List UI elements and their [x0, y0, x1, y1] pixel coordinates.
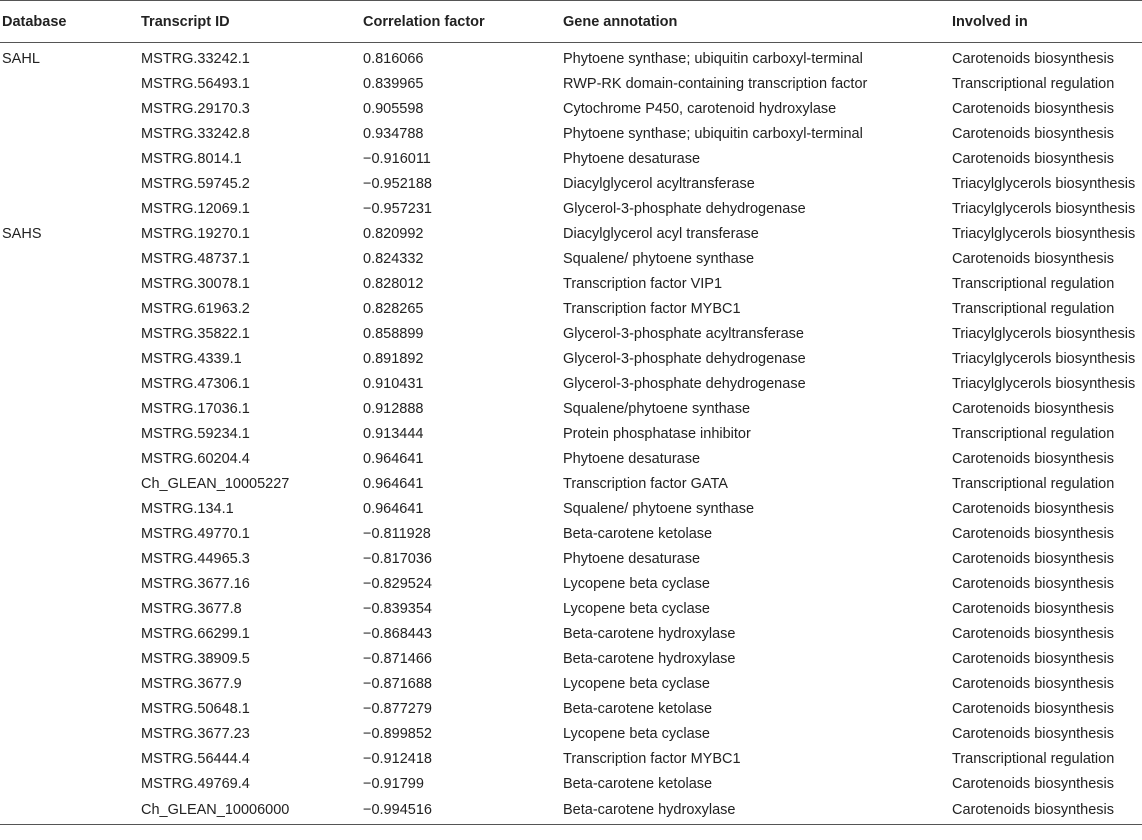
cell-transcript-id: MSTRG.30078.1 [141, 275, 250, 292]
header-gene-annotation: Gene annotation [563, 1, 952, 43]
cell-transcript-id: MSTRG.44965.3 [141, 550, 250, 567]
table-row [0, 96, 1142, 121]
table-row [0, 371, 1142, 396]
cell-database [0, 171, 141, 196]
header-row [0, 1, 1142, 43]
table-row [0, 346, 1142, 371]
cell-gene-annotation: Lycopene beta cyclase [563, 575, 710, 592]
table-header [0, 1, 1142, 43]
cell-gene-annotation: Phytoene desaturase [563, 550, 701, 567]
cell-correlation-factor: 0.934788 [363, 125, 424, 142]
cell-involved-in: Carotenoids biosynthesis [952, 525, 1115, 542]
cell-involved-in: Carotenoids biosynthesis [952, 650, 1115, 667]
cell-transcript-id: MSTRG.59745.2 [141, 175, 250, 192]
cell-involved-in: Triacylglycerols biosynthesis [952, 375, 1136, 392]
cell-gene-annotation: Transcription factor MYBC1 [563, 300, 741, 317]
cell-database [0, 396, 141, 421]
cell-transcript-id: Ch_GLEAN_10006000 [141, 796, 363, 825]
cell-involved-in: Carotenoids biosynthesis [952, 100, 1115, 117]
cell-database [0, 96, 141, 121]
cell-correlation-factor: −0.899852 [363, 725, 432, 742]
cell-gene-annotation: Beta-carotene ketolase [563, 700, 713, 717]
cell-involved-in: Carotenoids biosynthesis [952, 675, 1115, 692]
cell-transcript-id: MSTRG.61963.2 [141, 300, 250, 317]
cell-gene-annotation: Beta-carotene hydroxylase [563, 625, 736, 642]
cell-involved-in: Carotenoids biosynthesis [952, 125, 1115, 142]
table-row [0, 571, 1142, 596]
cell-correlation-factor: 0.816066 [363, 50, 424, 67]
cell-correlation-factor: −0.811928 [363, 525, 431, 542]
table-row [0, 596, 1142, 621]
table-row [0, 396, 1142, 421]
cell-involved-in: Triacylglycerols biosynthesis [952, 200, 1136, 217]
cell-transcript-id: MSTRG.12069.1 [141, 200, 250, 217]
cell-gene-annotation: Glycerol-3-phosphate dehydrogenase [563, 375, 806, 392]
cell-correlation-factor: 0.905598 [363, 100, 424, 117]
cell-involved-in: Carotenoids biosynthesis [952, 575, 1115, 592]
cell-gene-annotation: Phytoene desaturase [563, 450, 701, 467]
table-row [0, 721, 1142, 746]
cell-involved-in: Carotenoids biosynthesis [952, 450, 1115, 467]
cell-involved-in: Transcriptional regulation [952, 300, 1115, 317]
table-row [0, 471, 1142, 496]
cell-correlation-factor: 0.964641 [363, 500, 424, 517]
cell-database [0, 796, 141, 825]
cell-database: SAHL [2, 50, 40, 67]
cell-database [0, 621, 141, 646]
table-row [0, 696, 1142, 721]
cell-database [0, 471, 141, 496]
cell-gene-annotation: Lycopene beta cyclase [563, 725, 710, 742]
cell-database [0, 271, 141, 296]
cell-gene-annotation: Phytoene synthase; ubiquitin carboxyl-terminal [563, 125, 863, 142]
cell-involved-in: Carotenoids biosynthesis [952, 150, 1115, 167]
cell-gene-annotation: Lycopene beta cyclase [563, 600, 710, 617]
cell-correlation-factor: 0.820992 [363, 225, 424, 242]
cell-database [0, 746, 141, 771]
cell-database [0, 521, 141, 546]
cell-involved-in: Triacylglycerols biosynthesis [952, 325, 1136, 342]
cell-transcript-id: MSTRG.29170.3 [141, 100, 250, 117]
table-row [0, 246, 1142, 271]
cell-involved-in: Carotenoids biosynthesis [952, 250, 1115, 267]
cell-involved-in: Carotenoids biosynthesis [952, 796, 1142, 825]
cell-transcript-id: MSTRG.49770.1 [141, 525, 250, 542]
cell-correlation-factor: 0.858899 [363, 325, 424, 342]
cell-correlation-factor: −0.916011 [363, 150, 431, 167]
cell-correlation-factor: −0.957231 [363, 200, 432, 217]
table-row [0, 796, 1142, 825]
cell-database [0, 571, 141, 596]
cell-transcript-id: MSTRG.56444.4 [141, 750, 250, 767]
cell-gene-annotation: Beta-carotene hydroxylase [563, 650, 736, 667]
cell-transcript-id: MSTRG.49769.4 [141, 775, 250, 792]
cell-correlation-factor: 0.828265 [363, 300, 424, 317]
cell-involved-in: Carotenoids biosynthesis [952, 700, 1115, 717]
cell-gene-annotation: Lycopene beta cyclase [563, 675, 710, 692]
cell-correlation-factor: −0.817036 [363, 550, 432, 567]
cell-correlation-factor: 0.912888 [363, 400, 424, 417]
table-row [0, 146, 1142, 171]
cell-correlation-factor: −0.994516 [363, 796, 563, 825]
header-database: Database [0, 1, 141, 43]
cell-gene-annotation: RWP-RK domain-containing transcription factor [563, 75, 868, 92]
cell-involved-in: Carotenoids biosynthesis [952, 775, 1115, 792]
cell-correlation-factor: 0.828012 [363, 275, 424, 292]
table-row [0, 296, 1142, 321]
header-involved-in: Involved in [952, 1, 1142, 43]
cell-database [0, 346, 141, 371]
table-row [0, 43, 1142, 72]
table-row [0, 321, 1142, 346]
cell-gene-annotation: Beta-carotene ketolase [563, 525, 713, 542]
cell-gene-annotation: Protein phosphatase inhibitor [563, 425, 751, 442]
cell-database [0, 671, 141, 696]
table-row [0, 171, 1142, 196]
cell-transcript-id: MSTRG.134.1 [141, 500, 234, 517]
cell-involved-in: Carotenoids biosynthesis [952, 500, 1115, 517]
cell-correlation-factor: 0.910431 [363, 375, 424, 392]
table-row [0, 221, 1142, 246]
cell-correlation-factor: −0.839354 [363, 600, 432, 617]
cell-gene-annotation: Glycerol-3-phosphate acyltransferase [563, 325, 804, 342]
cell-gene-annotation: Transcription factor GATA [563, 475, 728, 492]
cell-involved-in: Carotenoids biosynthesis [952, 550, 1115, 567]
cell-transcript-id: MSTRG.17036.1 [141, 400, 250, 417]
cell-correlation-factor: 0.824332 [363, 250, 424, 267]
cell-transcript-id: MSTRG.56493.1 [141, 75, 250, 92]
cell-database [0, 121, 141, 146]
cell-database [0, 371, 141, 396]
cell-gene-annotation: Phytoene synthase; ubiquitin carboxyl-terminal [563, 50, 863, 67]
cell-involved-in: Transcriptional regulation [952, 425, 1115, 442]
cell-involved-in: Carotenoids biosynthesis [952, 600, 1115, 617]
cell-database [0, 596, 141, 621]
table-row [0, 646, 1142, 671]
table-row [0, 621, 1142, 646]
cell-gene-annotation: Beta-carotene ketolase [563, 775, 713, 792]
cell-transcript-id: MSTRG.19270.1 [141, 225, 250, 242]
cell-transcript-id: MSTRG.3677.9 [141, 675, 242, 692]
cell-correlation-factor: −0.829524 [363, 575, 432, 592]
cell-database [0, 321, 141, 346]
cell-database: SAHS [2, 225, 42, 242]
cell-gene-annotation: Glycerol-3-phosphate dehydrogenase [563, 350, 806, 367]
cell-correlation-factor: 0.913444 [363, 425, 424, 442]
cell-database [0, 71, 141, 96]
cell-database [0, 246, 141, 271]
cell-database [0, 421, 141, 446]
table-row [0, 121, 1142, 146]
cell-database [0, 296, 141, 321]
table-row [0, 271, 1142, 296]
table-row [0, 196, 1142, 221]
cell-transcript-id: MSTRG.60204.4 [141, 450, 250, 467]
cell-involved-in: Carotenoids biosynthesis [952, 50, 1115, 67]
cell-involved-in: Transcriptional regulation [952, 75, 1115, 92]
cell-involved-in: Carotenoids biosynthesis [952, 400, 1115, 417]
header-correlation-factor: Correlation factor [363, 1, 563, 43]
header-transcript-id: Transcript ID [141, 1, 363, 43]
table-row [0, 446, 1142, 471]
cell-database [0, 721, 141, 746]
cell-involved-in: Triacylglycerols biosynthesis [952, 225, 1136, 242]
cell-involved-in: Triacylglycerols biosynthesis [952, 175, 1136, 192]
cell-correlation-factor: 0.839965 [363, 75, 424, 92]
cell-transcript-id: MSTRG.59234.1 [141, 425, 250, 442]
cell-transcript-id: MSTRG.48737.1 [141, 250, 250, 267]
cell-gene-annotation: Squalene/ phytoene synthase [563, 250, 755, 267]
cell-transcript-id: MSTRG.3677.23 [141, 725, 250, 742]
cell-database [0, 646, 141, 671]
cell-database [0, 546, 141, 571]
cell-transcript-id: MSTRG.4339.1 [141, 350, 242, 367]
cell-involved-in: Transcriptional regulation [952, 275, 1115, 292]
cell-gene-annotation: Diacylglycerol acyl transferase [563, 225, 759, 242]
cell-correlation-factor: −0.877279 [363, 700, 432, 717]
cell-transcript-id: Ch_GLEAN_10005227 [141, 475, 290, 492]
cell-involved-in: Transcriptional regulation [952, 475, 1115, 492]
cell-transcript-id: MSTRG.50648.1 [141, 700, 250, 717]
cell-involved-in: Triacylglycerols biosynthesis [952, 350, 1136, 367]
cell-database [0, 496, 141, 521]
cell-gene-annotation: Squalene/ phytoene synthase [563, 500, 755, 517]
cell-database [0, 696, 141, 721]
cell-transcript-id: MSTRG.33242.8 [141, 125, 250, 142]
cell-correlation-factor: 0.964641 [363, 450, 424, 467]
cell-correlation-factor: −0.871466 [363, 650, 432, 667]
cell-correlation-factor: −0.952188 [363, 175, 432, 192]
cell-gene-annotation: Transcription factor VIP1 [563, 275, 723, 292]
cell-transcript-id: MSTRG.47306.1 [141, 375, 250, 392]
table-row [0, 771, 1142, 796]
cell-gene-annotation: Diacylglycerol acyltransferase [563, 175, 755, 192]
cell-transcript-id: MSTRG.66299.1 [141, 625, 250, 642]
cell-correlation-factor: −0.868443 [363, 625, 432, 642]
cell-gene-annotation: Transcription factor MYBC1 [563, 750, 741, 767]
cell-involved-in: Transcriptional regulation [952, 750, 1115, 767]
cell-gene-annotation: Squalene/phytoene synthase [563, 400, 751, 417]
table-row [0, 746, 1142, 771]
table-row [0, 546, 1142, 571]
cell-database [0, 146, 141, 171]
cell-correlation-factor: −0.91799 [363, 775, 424, 792]
table-row [0, 71, 1142, 96]
cell-gene-annotation: Beta-carotene hydroxylase [563, 796, 952, 825]
cell-transcript-id: MSTRG.3677.16 [141, 575, 250, 592]
table-row [0, 521, 1142, 546]
table-row [0, 671, 1142, 696]
cell-correlation-factor: −0.912418 [363, 750, 432, 767]
cell-correlation-factor: −0.871688 [363, 675, 432, 692]
cell-database [0, 196, 141, 221]
cell-transcript-id: MSTRG.3677.8 [141, 600, 242, 617]
cell-involved-in: Carotenoids biosynthesis [952, 625, 1115, 642]
cell-correlation-factor: 0.964641 [363, 475, 424, 492]
table-body [0, 43, 1142, 825]
table-row [0, 421, 1142, 446]
cell-correlation-factor: 0.891892 [363, 350, 424, 367]
cell-transcript-id: MSTRG.38909.5 [141, 650, 250, 667]
cell-transcript-id: MSTRG.8014.1 [141, 150, 242, 167]
cell-transcript-id: MSTRG.33242.1 [141, 50, 250, 67]
table-row [0, 496, 1142, 521]
cell-database [0, 446, 141, 471]
cell-gene-annotation: Glycerol-3-phosphate dehydrogenase [563, 200, 806, 217]
cell-database [0, 771, 141, 796]
cell-gene-annotation: Phytoene desaturase [563, 150, 701, 167]
cell-involved-in: Carotenoids biosynthesis [952, 725, 1115, 742]
cell-gene-annotation: Cytochrome P450, carotenoid hydroxylase [563, 100, 837, 117]
cell-transcript-id: MSTRG.35822.1 [141, 325, 250, 342]
